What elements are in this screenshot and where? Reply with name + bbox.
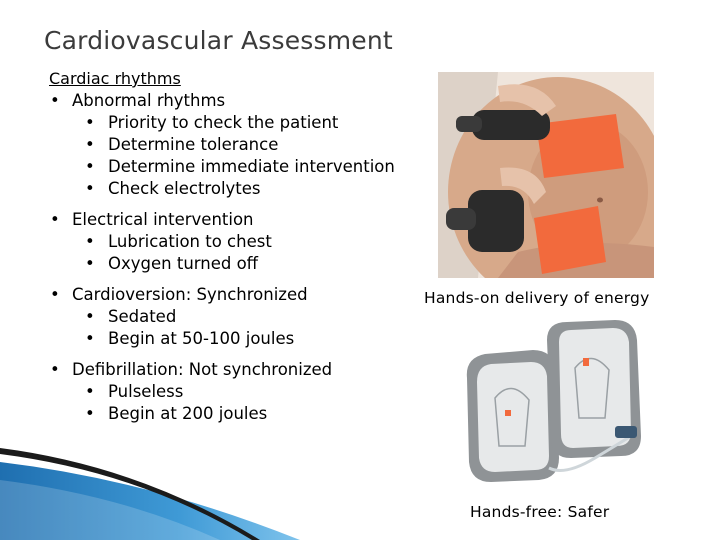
subheading: Cardiac rhythms — [49, 69, 181, 88]
sub-bullet: • Begin at 50-100 joules — [49, 328, 395, 350]
bullet-electrical-intervention: • Electrical intervention — [49, 209, 395, 231]
sub-bullet: • Priority to check the patient — [49, 112, 395, 134]
caption-hands-on: Hands-on delivery of energy — [424, 289, 650, 307]
sub-bullet: • Pulseless — [49, 381, 395, 403]
sub-bullet: • Determine immediate intervention — [49, 156, 395, 178]
sub-bullet: • Sedated — [49, 306, 395, 328]
bullet-defibrillation: • Defibrillation: Not synchronized — [49, 359, 395, 381]
paddles-on-chest-photo — [438, 72, 654, 278]
sub-bullet: • Begin at 200 joules — [49, 403, 395, 425]
decorative-swoosh — [0, 440, 300, 540]
bullet-list — [49, 90, 395, 425]
sub-bullet: • Determine tolerance — [49, 134, 395, 156]
bullet-abnormal-rhythms: • Abnormal rhythms — [49, 90, 395, 112]
sub-bullet: • Check electrolytes — [49, 178, 395, 200]
caption-hands-free: Hands-free: Safer — [470, 503, 610, 521]
bullet-cardioversion: • Cardioversion: Synchronized — [49, 284, 395, 306]
slide-title: Cardiovascular Assessment — [44, 26, 393, 55]
sub-bullet: • Lubrication to chest — [49, 231, 395, 253]
sub-bullet: • Oxygen turned off — [49, 253, 395, 275]
aed-pads-photo — [455, 318, 650, 493]
